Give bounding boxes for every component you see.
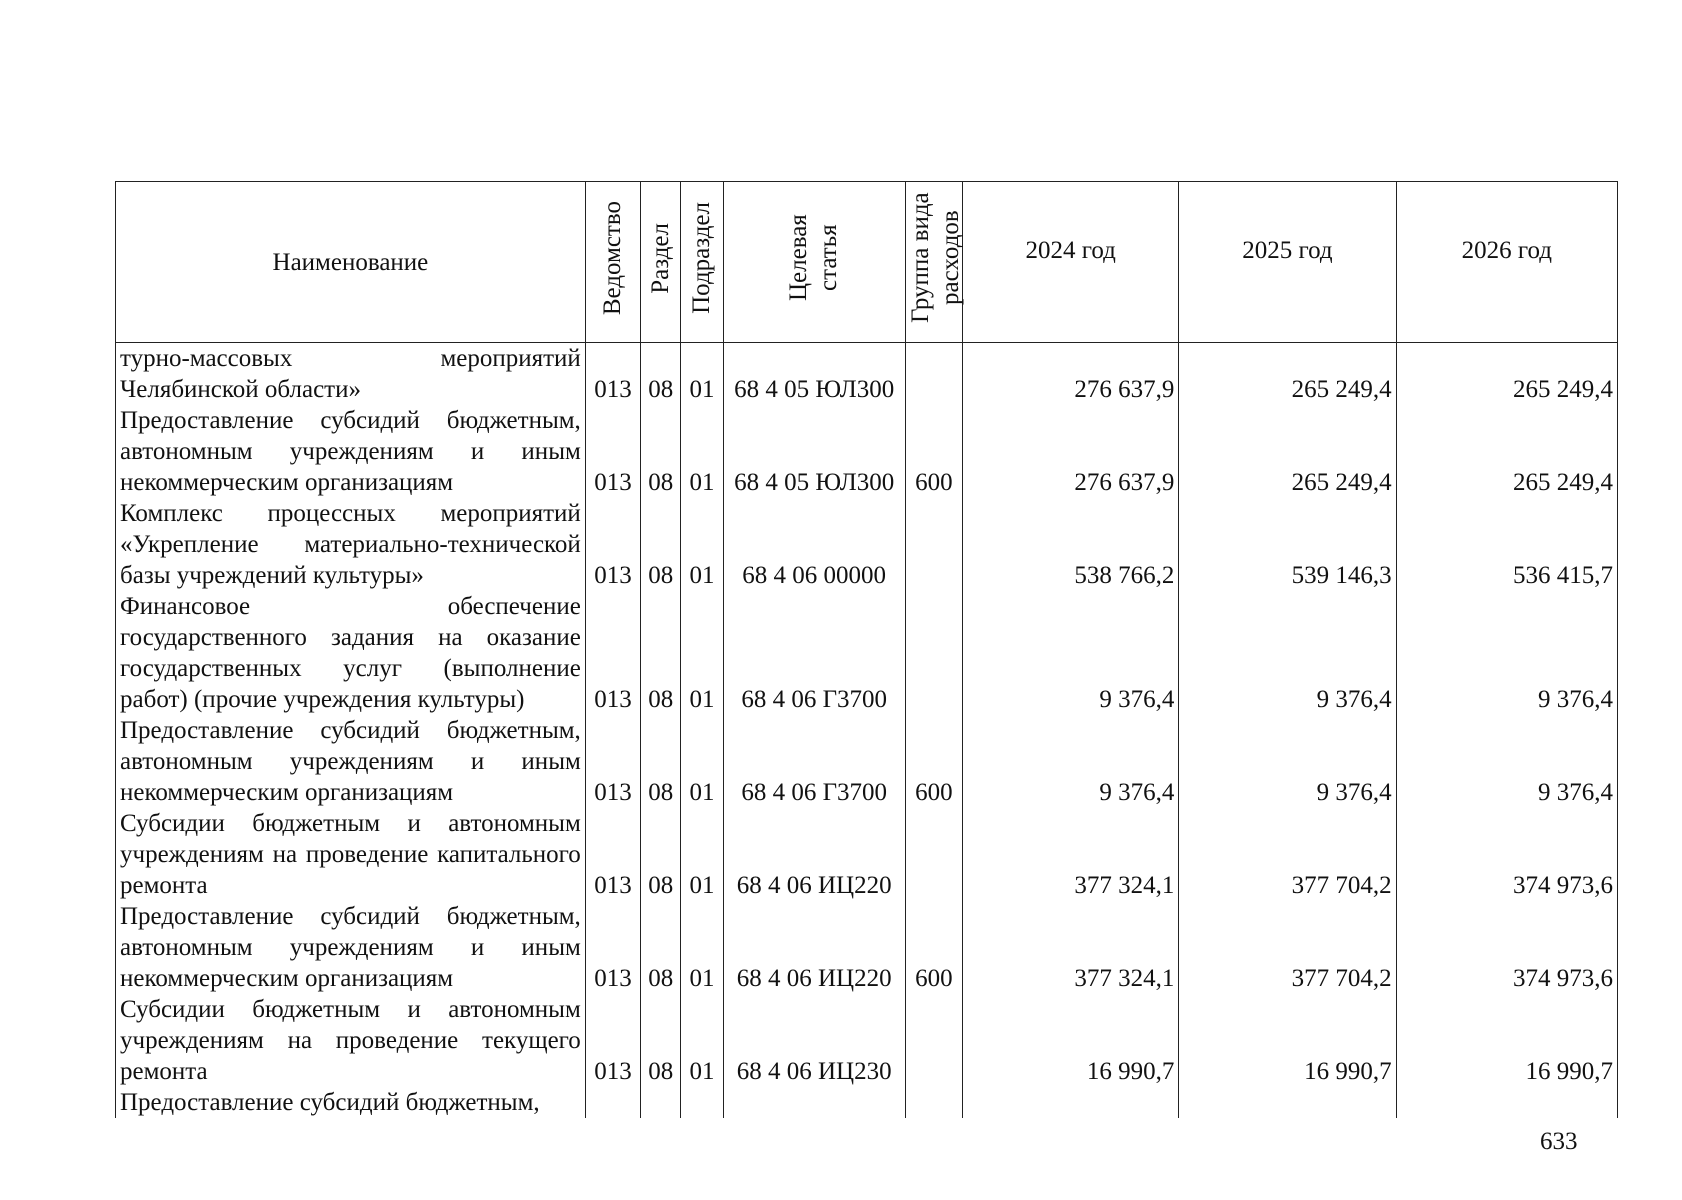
table-row (116, 498, 1618, 591)
cell-target: 68 4 06 00000 (723, 498, 905, 591)
cell-y2024: 9 376,4 (963, 715, 1179, 808)
table-header-row (116, 182, 1618, 343)
table-row (116, 1087, 1618, 1118)
cell-group (905, 808, 962, 901)
cell-subsection: 01 (681, 405, 723, 498)
cell-y2026: 9 376,4 (1396, 715, 1617, 808)
cell-y2024: 538 766,2 (963, 498, 1179, 591)
table-row (116, 591, 1618, 715)
cell-y2025: 539 146,3 (1179, 498, 1396, 591)
cell-y2024: 16 990,7 (963, 994, 1179, 1087)
table-row (116, 901, 1618, 994)
table-row (116, 808, 1618, 901)
cell-subsection: 01 (681, 498, 723, 591)
cell-section: 08 (641, 901, 681, 994)
cell-y2024: 377 324,1 (963, 808, 1179, 901)
cell-subsection: 01 (681, 901, 723, 994)
cell-agency: 013 (585, 405, 640, 498)
header-target: Целевая статья (723, 182, 905, 343)
cell-section (641, 1087, 681, 1118)
cell-target: 68 4 05 ЮЛ300 (723, 405, 905, 498)
cell-y2024 (963, 1087, 1179, 1118)
cell-y2025: 16 990,7 (1179, 994, 1396, 1087)
cell-name: Предоставление субсидий бюджетным, автономным учреждениям и иным некоммерческим организациям (116, 405, 586, 498)
header-name: Наименование (116, 182, 586, 343)
header-subsection: Подраздел (681, 182, 723, 343)
cell-subsection: 01 (681, 591, 723, 715)
cell-name: Финансовое обеспечение государственного задания на оказание государственных услуг (выполнение работ) (прочие учреждения культуры) (116, 591, 586, 715)
table-row (116, 994, 1618, 1087)
cell-section: 08 (641, 715, 681, 808)
cell-y2025: 265 249,4 (1179, 343, 1396, 406)
cell-group (905, 1087, 962, 1118)
cell-y2026: 536 415,7 (1396, 498, 1617, 591)
table-row (116, 715, 1618, 808)
cell-name: Предоставление субсидий бюджетным, автономным учреждениям и иным некоммерческим организациям (116, 715, 586, 808)
cell-group: 600 (905, 901, 962, 994)
cell-y2026: 374 973,6 (1396, 808, 1617, 901)
cell-agency: 013 (585, 994, 640, 1087)
cell-target (723, 1087, 905, 1118)
cell-target: 68 4 06 Г3700 (723, 591, 905, 715)
cell-section: 08 (641, 808, 681, 901)
header-2025: 2025 год (1179, 182, 1396, 343)
budget-table (115, 181, 1618, 1118)
cell-agency: 013 (585, 498, 640, 591)
cell-target: 68 4 05 ЮЛ300 (723, 343, 905, 406)
cell-section: 08 (641, 498, 681, 591)
header-2026: 2026 год (1396, 182, 1617, 343)
cell-agency: 013 (585, 808, 640, 901)
cell-subsection: 01 (681, 343, 723, 406)
cell-target: 68 4 06 ИЦ220 (723, 808, 905, 901)
cell-y2025: 9 376,4 (1179, 591, 1396, 715)
cell-y2026: 9 376,4 (1396, 591, 1617, 715)
table-body (116, 343, 1618, 1119)
cell-name: турно-массовых мероприятий Челябинской области» (116, 343, 586, 406)
cell-name: Предоставление субсидий бюджетным, (116, 1087, 586, 1118)
cell-y2024: 276 637,9 (963, 343, 1179, 406)
cell-y2026 (1396, 1087, 1617, 1118)
cell-y2026: 265 249,4 (1396, 343, 1617, 406)
cell-y2024: 9 376,4 (963, 591, 1179, 715)
header-agency: Ведомство (585, 182, 640, 343)
header-2024: 2024 год (963, 182, 1179, 343)
cell-agency: 013 (585, 591, 640, 715)
cell-group (905, 994, 962, 1087)
cell-y2026: 16 990,7 (1396, 994, 1617, 1087)
cell-y2025 (1179, 1087, 1396, 1118)
cell-name: Комплекс процессных мероприятий «Укрепление материально-технической базы учреждений культуры» (116, 498, 586, 591)
cell-name: Субсидии бюджетным и автономным учреждениям на проведение текущего ремонта (116, 994, 586, 1087)
cell-y2024: 276 637,9 (963, 405, 1179, 498)
cell-y2024: 377 324,1 (963, 901, 1179, 994)
cell-agency: 013 (585, 343, 640, 406)
cell-y2026: 265 249,4 (1396, 405, 1617, 498)
cell-name: Субсидии бюджетным и автономным учреждениям на проведение капитального ремонта (116, 808, 586, 901)
cell-target: 68 4 06 Г3700 (723, 715, 905, 808)
cell-subsection: 01 (681, 994, 723, 1087)
cell-y2026: 374 973,6 (1396, 901, 1617, 994)
cell-agency: 013 (585, 715, 640, 808)
cell-subsection: 01 (681, 808, 723, 901)
cell-y2025: 265 249,4 (1179, 405, 1396, 498)
cell-agency: 013 (585, 901, 640, 994)
cell-subsection (681, 1087, 723, 1118)
table-row (116, 343, 1618, 406)
header-section: Раздел (641, 182, 681, 343)
page-number: 633 (1540, 1128, 1578, 1155)
cell-section: 08 (641, 591, 681, 715)
cell-group: 600 (905, 405, 962, 498)
cell-group (905, 343, 962, 406)
cell-target: 68 4 06 ИЦ220 (723, 901, 905, 994)
cell-name: Предоставление субсидий бюджетным, автономным учреждениям и иным некоммерческим организациям (116, 901, 586, 994)
cell-target: 68 4 06 ИЦ230 (723, 994, 905, 1087)
cell-group: 600 (905, 715, 962, 808)
cell-group (905, 591, 962, 715)
cell-agency (585, 1087, 640, 1118)
cell-section: 08 (641, 994, 681, 1087)
cell-section: 08 (641, 343, 681, 406)
cell-y2025: 377 704,2 (1179, 808, 1396, 901)
header-expense-group: Группа вида расходов (905, 182, 962, 343)
cell-y2025: 9 376,4 (1179, 715, 1396, 808)
table-row (116, 405, 1618, 498)
cell-section: 08 (641, 405, 681, 498)
cell-group (905, 498, 962, 591)
cell-y2025: 377 704,2 (1179, 901, 1396, 994)
cell-subsection: 01 (681, 715, 723, 808)
